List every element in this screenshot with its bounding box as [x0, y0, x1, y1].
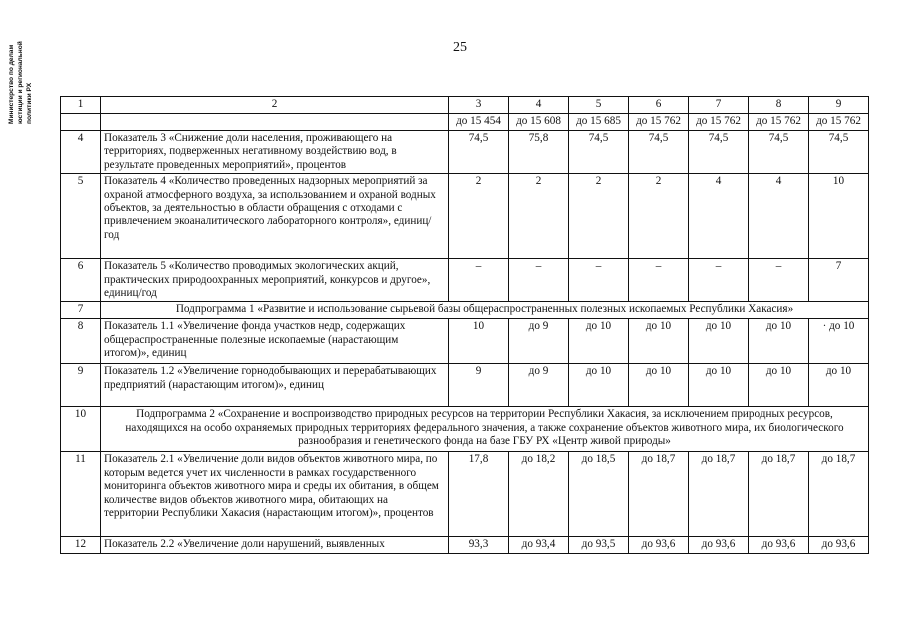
value-cell: 4 [749, 174, 809, 259]
registration-stamp [0, 14, 40, 126]
limits-row [61, 114, 869, 131]
row-number: 8 [61, 319, 101, 364]
value-cell: 74,5 [689, 131, 749, 174]
value-cell: 2 [509, 174, 569, 259]
value-cell: 74,5 [569, 131, 629, 174]
column-header: 6 [629, 97, 689, 114]
value-cell: до 93,6 [809, 537, 869, 554]
limit-cell: до 15 454 [449, 114, 509, 131]
value-cell: 10 [449, 319, 509, 364]
row-number: 10 [61, 407, 101, 452]
subprogram-title: Подпрограмма 1 «Развитие и использование сырьевой базы общераспространенных полезных ископаемых Республики Хакасия» [101, 302, 869, 319]
value-cell: до 18,7 [629, 452, 689, 537]
row-number: 11 [61, 452, 101, 537]
value-cell: 9 [449, 364, 509, 407]
value-cell: 7 [809, 259, 869, 302]
value-cell: до 18,7 [809, 452, 869, 537]
row-number: 7 [61, 302, 101, 319]
value-cell: до 18,5 [569, 452, 629, 537]
subprogram-row [61, 407, 869, 452]
header-row [61, 97, 869, 114]
value-cell: до 10 [629, 319, 689, 364]
value-cell: до 10 [569, 319, 629, 364]
limit-cell: до 15 685 [569, 114, 629, 131]
value-cell: 74,5 [629, 131, 689, 174]
limit-cell: до 15 762 [629, 114, 689, 131]
stamp-line-1: Министерство по делам [8, 44, 15, 124]
indicator-description: Показатель 1.2 «Увеличение горнодобывающих и перерабатывающих предприятий (нарастающим итогом)», единиц [101, 364, 449, 407]
stamp-line-2: юстиции и региональной [17, 41, 24, 124]
value-cell: до 18,7 [689, 452, 749, 537]
table-row [61, 537, 869, 554]
value-cell: до 10 [689, 319, 749, 364]
row-number: 4 [61, 131, 101, 174]
value-cell: до 93,6 [629, 537, 689, 554]
value-cell: до 18,2 [509, 452, 569, 537]
indicator-description: Показатель 3 «Снижение доли населения, проживающего на территориях, подверженных негативному воздействию вод, в результате проведенных мероприятий», процентов [101, 131, 449, 174]
value-cell: 93,3 [449, 537, 509, 554]
limit-cell: до 15 762 [689, 114, 749, 131]
value-cell: 2 [449, 174, 509, 259]
indicators-table [60, 96, 869, 554]
value-cell: 75,8 [509, 131, 569, 174]
empty-cell [61, 114, 101, 131]
subprogram-row [61, 302, 869, 319]
limit-cell: до 15 762 [809, 114, 869, 131]
value-cell: до 10 [749, 319, 809, 364]
value-cell: · до 10 [809, 319, 869, 364]
column-header: 2 [101, 97, 449, 114]
column-header: 4 [509, 97, 569, 114]
value-cell: до 9 [509, 364, 569, 407]
row-number: 12 [61, 537, 101, 554]
value-cell: до 10 [569, 364, 629, 407]
table-row [61, 259, 869, 302]
row-number: 9 [61, 364, 101, 407]
column-header: 1 [61, 97, 101, 114]
indicator-description: Показатель 2.1 «Увеличение доли видов объектов животного мира, по которым ведется учет их численности в рамках государственного мониторинга объектов животного мира и среды их обитания, в общем количестве видов объектов животного мира, обитающих на территории Республики Хакасия (нарастающим итогом)», процентов [101, 452, 449, 537]
value-cell: 2 [569, 174, 629, 259]
value-cell: – [749, 259, 809, 302]
empty-cell [101, 114, 449, 131]
value-cell: – [509, 259, 569, 302]
stamp-line-3: политики РХ [26, 82, 33, 124]
value-cell: до 10 [809, 364, 869, 407]
value-cell: 74,5 [749, 131, 809, 174]
table-row [61, 452, 869, 537]
column-header: 8 [749, 97, 809, 114]
table-row [61, 131, 869, 174]
value-cell: 4 [689, 174, 749, 259]
limit-cell: до 15 762 [749, 114, 809, 131]
table-row [61, 174, 869, 259]
value-cell: 17,8 [449, 452, 509, 537]
table-body [61, 97, 869, 554]
value-cell: 10 [809, 174, 869, 259]
column-header: 5 [569, 97, 629, 114]
value-cell: – [449, 259, 509, 302]
table-row [61, 319, 869, 364]
column-header: 7 [689, 97, 749, 114]
column-header: 3 [449, 97, 509, 114]
value-cell: – [569, 259, 629, 302]
value-cell: – [629, 259, 689, 302]
row-number: 5 [61, 174, 101, 259]
value-cell: до 10 [749, 364, 809, 407]
row-number: 6 [61, 259, 101, 302]
indicator-description: Показатель 5 «Количество проводимых экологических акций, практических природоохранных мероприятий, конкурсов и другое», единиц/год [101, 259, 449, 302]
page-number: 25 [453, 40, 467, 55]
indicator-description: Показатель 4 «Количество проведенных надзорных мероприятий за охраной атмосферного воздуха, за использованием и охраной водных объектов, за деятельностью в области обращения с отходами с привлечением экоаналитического лабораторного контроля», единиц/год [101, 174, 449, 259]
value-cell: до 93,6 [689, 537, 749, 554]
value-cell: до 9 [509, 319, 569, 364]
value-cell: 2 [629, 174, 689, 259]
value-cell: 74,5 [449, 131, 509, 174]
limit-cell: до 15 608 [509, 114, 569, 131]
subprogram-title: Подпрограмма 2 «Сохранение и воспроизводство природных ресурсов на территории Республики Хакасия, за исключением природных ресурсов, находящихся на особо охраняемых природных территориях федерального значения, а также сохранение объектов животного мира, их биологического разнообразия и генетического фонда на базе ГБУ РХ «Центр живой природы» [101, 407, 869, 452]
value-cell: до 93,4 [509, 537, 569, 554]
value-cell: до 93,5 [569, 537, 629, 554]
value-cell: до 10 [689, 364, 749, 407]
column-header: 9 [809, 97, 869, 114]
indicator-description: Показатель 1.1 «Увеличение фонда участков недр, содержащих общераспространенные полезные ископаемые (нарастающим итогом)», единиц [101, 319, 449, 364]
value-cell: 74,5 [809, 131, 869, 174]
indicator-description: Показатель 2.2 «Увеличение доли нарушений, выявленных [101, 537, 449, 554]
value-cell: до 93,6 [749, 537, 809, 554]
value-cell: до 18,7 [749, 452, 809, 537]
table-row [61, 364, 869, 407]
value-cell: до 10 [629, 364, 689, 407]
value-cell: – [689, 259, 749, 302]
